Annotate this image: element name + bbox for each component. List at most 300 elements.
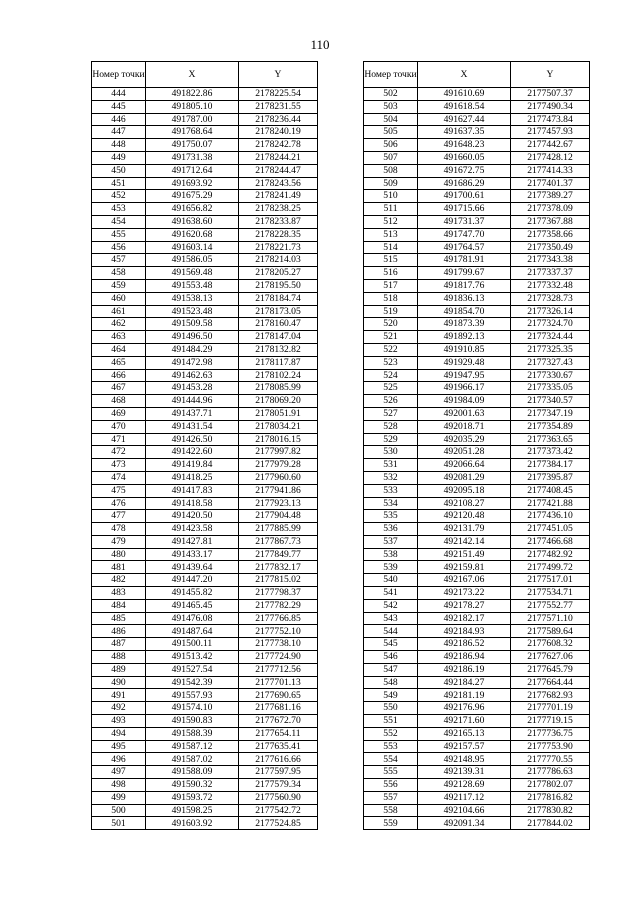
cell-point-number: 526 [364, 395, 418, 408]
cell-y: 2177690.65 [239, 689, 318, 702]
cell-x: 491693.92 [146, 177, 239, 190]
table-row [364, 446, 590, 459]
cell-y: 2177482.92 [511, 548, 590, 561]
table-row [92, 318, 318, 331]
cell-point-number: 503 [364, 100, 418, 113]
cell-x: 491574.10 [146, 702, 239, 715]
cell-x: 491638.60 [146, 215, 239, 228]
table-row [364, 471, 590, 484]
cell-point-number: 510 [364, 190, 418, 203]
cell-x: 492139.31 [418, 766, 511, 779]
table-row [92, 254, 318, 267]
cell-y: 2177885.99 [239, 523, 318, 536]
cell-point-number: 538 [364, 548, 418, 561]
cell-point-number: 458 [92, 267, 146, 280]
cell-y: 2177589.64 [511, 625, 590, 638]
table-row [92, 817, 318, 830]
table-row [92, 215, 318, 228]
cell-y: 2178173.05 [239, 305, 318, 318]
cell-x: 492186.19 [418, 663, 511, 676]
cell-y: 2178085.99 [239, 382, 318, 395]
cell-point-number: 495 [92, 740, 146, 753]
cell-point-number: 456 [92, 241, 146, 254]
table-row [364, 113, 590, 126]
cell-x: 492131.79 [418, 523, 511, 536]
cell-x: 492159.81 [418, 561, 511, 574]
cell-x: 491822.86 [146, 88, 239, 101]
cell-point-number: 524 [364, 369, 418, 382]
cell-point-number: 518 [364, 292, 418, 305]
table-row [364, 331, 590, 344]
table-row [92, 164, 318, 177]
cell-x: 491453.28 [146, 382, 239, 395]
cell-y: 2177849.77 [239, 548, 318, 561]
table-row [364, 817, 590, 830]
cell-x: 491768.64 [146, 126, 239, 139]
cell-point-number: 471 [92, 433, 146, 446]
cell-y: 2177490.34 [511, 100, 590, 113]
cell-x: 491610.69 [418, 88, 511, 101]
cell-point-number: 475 [92, 484, 146, 497]
cell-point-number: 473 [92, 459, 146, 472]
cell-x: 491500.11 [146, 638, 239, 651]
cell-x: 492018.71 [418, 420, 511, 433]
cell-x: 491892.13 [418, 331, 511, 344]
cell-point-number: 519 [364, 305, 418, 318]
cell-point-number: 497 [92, 766, 146, 779]
cell-y: 2178242.78 [239, 139, 318, 152]
cell-x: 491447.20 [146, 574, 239, 587]
table-row [364, 791, 590, 804]
cell-x: 492151.49 [418, 548, 511, 561]
cell-x: 491648.23 [418, 139, 511, 152]
cell-point-number: 545 [364, 638, 418, 651]
table-row [92, 139, 318, 152]
cell-point-number: 527 [364, 407, 418, 420]
cell-y: 2178238.25 [239, 203, 318, 216]
cell-y: 2177378.09 [511, 203, 590, 216]
cell-point-number: 454 [92, 215, 146, 228]
table-row [92, 791, 318, 804]
cell-y: 2177719.15 [511, 715, 590, 728]
cell-x: 491747.70 [418, 228, 511, 241]
cell-x: 491465.45 [146, 599, 239, 612]
cell-y: 2177347.19 [511, 407, 590, 420]
cell-y: 2177534.71 [511, 587, 590, 600]
cell-x: 491472.98 [146, 356, 239, 369]
cell-x: 491509.58 [146, 318, 239, 331]
cell-x: 491431.54 [146, 420, 239, 433]
table-row [364, 164, 590, 177]
cell-point-number: 547 [364, 663, 418, 676]
cell-y: 2177597.95 [239, 766, 318, 779]
cell-x: 491587.12 [146, 740, 239, 753]
cell-x: 491712.64 [146, 164, 239, 177]
cell-x: 491588.39 [146, 727, 239, 740]
table-row [92, 804, 318, 817]
table-row [92, 779, 318, 792]
cell-point-number: 496 [92, 753, 146, 766]
cell-y: 2177335.05 [511, 382, 590, 395]
table-row [364, 369, 590, 382]
cell-point-number: 529 [364, 433, 418, 446]
cell-point-number: 505 [364, 126, 418, 139]
table-row [92, 113, 318, 126]
cell-x: 491781.91 [418, 254, 511, 267]
cell-y: 2177524.85 [239, 817, 318, 830]
cell-point-number: 449 [92, 151, 146, 164]
cell-x: 491423.58 [146, 523, 239, 536]
table-row [364, 727, 590, 740]
cell-y: 2177627.06 [511, 651, 590, 664]
cell-y: 2177830.82 [511, 804, 590, 817]
cell-y: 2177358.66 [511, 228, 590, 241]
cell-point-number: 448 [92, 139, 146, 152]
cell-point-number: 491 [92, 689, 146, 702]
table-row [92, 676, 318, 689]
cell-point-number: 463 [92, 331, 146, 344]
cell-x: 491637.35 [418, 126, 511, 139]
cell-x: 492001.63 [418, 407, 511, 420]
table-row [92, 305, 318, 318]
cell-y: 2177941.86 [239, 484, 318, 497]
cell-y: 2177681.16 [239, 702, 318, 715]
cell-point-number: 482 [92, 574, 146, 587]
cell-y: 2178160.47 [239, 318, 318, 331]
page-number: 110 [310, 37, 330, 52]
cell-x: 491598.25 [146, 804, 239, 817]
cell-y: 2177752.10 [239, 625, 318, 638]
cell-point-number: 528 [364, 420, 418, 433]
table-row [364, 203, 590, 216]
table-row [92, 484, 318, 497]
cell-x: 491462.63 [146, 369, 239, 382]
cell-x: 491873.39 [418, 318, 511, 331]
cell-y: 2178147.04 [239, 331, 318, 344]
cell-y: 2177867.73 [239, 535, 318, 548]
cell-y: 2177738.10 [239, 638, 318, 651]
cell-x: 492066.64 [418, 459, 511, 472]
cell-point-number: 502 [364, 88, 418, 101]
table-row [364, 484, 590, 497]
table-row [92, 574, 318, 587]
table-row [364, 318, 590, 331]
cell-x: 492142.14 [418, 535, 511, 548]
table-row [92, 510, 318, 523]
table-row [364, 753, 590, 766]
table-row [364, 740, 590, 753]
cell-y: 2178231.55 [239, 100, 318, 113]
table-row [364, 151, 590, 164]
cell-y: 2177672.70 [239, 715, 318, 728]
cell-x: 492176.96 [418, 702, 511, 715]
cell-y: 2177654.11 [239, 727, 318, 740]
cell-x: 492182.17 [418, 612, 511, 625]
cell-x: 491660.05 [418, 151, 511, 164]
table-row [92, 766, 318, 779]
table-row [364, 126, 590, 139]
cell-x: 492148.95 [418, 753, 511, 766]
cell-point-number: 515 [364, 254, 418, 267]
cell-x: 491910.85 [418, 343, 511, 356]
cell-y: 2178205.27 [239, 267, 318, 280]
table-row [364, 715, 590, 728]
cell-y: 2178195.50 [239, 279, 318, 292]
cell-point-number: 493 [92, 715, 146, 728]
table-row [92, 433, 318, 446]
cell-y: 2178244.47 [239, 164, 318, 177]
cell-point-number: 557 [364, 791, 418, 804]
cell-point-number: 483 [92, 587, 146, 600]
table-row [364, 267, 590, 280]
cell-point-number: 520 [364, 318, 418, 331]
cell-x: 491603.14 [146, 241, 239, 254]
cell-point-number: 466 [92, 369, 146, 382]
cell-x: 491750.07 [146, 139, 239, 152]
cell-point-number: 521 [364, 331, 418, 344]
cell-point-number: 535 [364, 510, 418, 523]
cell-x: 491731.38 [146, 151, 239, 164]
table-row [364, 587, 590, 600]
table-row [92, 241, 318, 254]
table-row [364, 190, 590, 203]
cell-point-number: 498 [92, 779, 146, 792]
cell-point-number: 546 [364, 651, 418, 664]
cell-point-number: 556 [364, 779, 418, 792]
cell-y: 2177517.01 [511, 574, 590, 587]
cell-x: 492081.29 [418, 471, 511, 484]
cell-y: 2177324.70 [511, 318, 590, 331]
cell-y: 2177330.67 [511, 369, 590, 382]
cell-point-number: 537 [364, 535, 418, 548]
cell-y: 2177635.41 [239, 740, 318, 753]
cell-x: 491817.76 [418, 279, 511, 292]
table-row [92, 126, 318, 139]
cell-x: 491593.72 [146, 791, 239, 804]
cell-y: 2177451.05 [511, 523, 590, 536]
cell-y: 2177337.37 [511, 267, 590, 280]
cell-point-number: 500 [92, 804, 146, 817]
cell-x: 491476.08 [146, 612, 239, 625]
cell-point-number: 501 [92, 817, 146, 830]
cell-x: 491656.82 [146, 203, 239, 216]
table-row [92, 638, 318, 651]
cell-point-number: 554 [364, 753, 418, 766]
cell-x: 491439.64 [146, 561, 239, 574]
cell-y: 2177997.82 [239, 446, 318, 459]
cell-x: 491787.00 [146, 113, 239, 126]
table-row [92, 663, 318, 676]
cell-point-number: 455 [92, 228, 146, 241]
cell-point-number: 513 [364, 228, 418, 241]
cell-x: 491487.64 [146, 625, 239, 638]
table-row [92, 523, 318, 536]
cell-y: 2177401.37 [511, 177, 590, 190]
cell-y: 2177350.49 [511, 241, 590, 254]
cell-x: 491586.05 [146, 254, 239, 267]
table-row [92, 459, 318, 472]
table-row [364, 177, 590, 190]
cell-y: 2178214.03 [239, 254, 318, 267]
cell-point-number: 470 [92, 420, 146, 433]
cell-y: 2178034.21 [239, 420, 318, 433]
cell-point-number: 522 [364, 343, 418, 356]
table-row [364, 254, 590, 267]
cell-point-number: 492 [92, 702, 146, 715]
cell-y: 2177832.17 [239, 561, 318, 574]
cell-y: 2177507.37 [511, 88, 590, 101]
table-row [92, 177, 318, 190]
cell-y: 2177571.10 [511, 612, 590, 625]
cell-x: 492184.27 [418, 676, 511, 689]
cell-y: 2177736.75 [511, 727, 590, 740]
cell-point-number: 553 [364, 740, 418, 753]
cell-x: 491929.48 [418, 356, 511, 369]
cell-x: 491542.39 [146, 676, 239, 689]
table-row [364, 228, 590, 241]
table-row [364, 241, 590, 254]
table-row [92, 228, 318, 241]
table-row [92, 651, 318, 664]
table-row [92, 395, 318, 408]
cell-point-number: 490 [92, 676, 146, 689]
cell-y: 2177552.77 [511, 599, 590, 612]
cell-y: 2177560.90 [239, 791, 318, 804]
cell-y: 2178244.21 [239, 151, 318, 164]
table-body-right [364, 62, 590, 830]
table-row [92, 292, 318, 305]
header-x: X [418, 62, 511, 88]
table-row [92, 497, 318, 510]
cell-point-number: 550 [364, 702, 418, 715]
cell-y: 2177466.68 [511, 535, 590, 548]
cell-x: 491553.48 [146, 279, 239, 292]
cell-y: 2177327.43 [511, 356, 590, 369]
cell-point-number: 543 [364, 612, 418, 625]
cell-point-number: 508 [364, 164, 418, 177]
cell-x: 491538.13 [146, 292, 239, 305]
table-row [364, 638, 590, 651]
table-row [92, 446, 318, 459]
cell-y: 2177766.85 [239, 612, 318, 625]
cell-x: 491764.57 [418, 241, 511, 254]
cell-point-number: 523 [364, 356, 418, 369]
cell-x: 491419.84 [146, 459, 239, 472]
table-row [92, 715, 318, 728]
cell-point-number: 499 [92, 791, 146, 804]
cell-x: 492095.18 [418, 484, 511, 497]
cell-point-number: 453 [92, 203, 146, 216]
cell-point-number: 552 [364, 727, 418, 740]
cell-x: 491437.71 [146, 407, 239, 420]
cell-y: 2177816.82 [511, 791, 590, 804]
cell-y: 2177373.42 [511, 446, 590, 459]
cell-y: 2177395.87 [511, 471, 590, 484]
cell-x: 491484.29 [146, 343, 239, 356]
cell-y: 2177473.84 [511, 113, 590, 126]
cell-y: 2178132.82 [239, 343, 318, 356]
header-y: Y [511, 62, 590, 88]
table-row [92, 190, 318, 203]
cell-x: 491799.67 [418, 267, 511, 280]
cell-point-number: 514 [364, 241, 418, 254]
cell-x: 491805.10 [146, 100, 239, 113]
cell-point-number: 478 [92, 523, 146, 536]
cell-point-number: 447 [92, 126, 146, 139]
cell-x: 492117.12 [418, 791, 511, 804]
table-row [92, 356, 318, 369]
cell-point-number: 451 [92, 177, 146, 190]
cell-y: 2177499.72 [511, 561, 590, 574]
table-row [364, 779, 590, 792]
cell-x: 491620.68 [146, 228, 239, 241]
cell-point-number: 476 [92, 497, 146, 510]
cell-y: 2177325.35 [511, 343, 590, 356]
table-row [92, 420, 318, 433]
table-row [92, 599, 318, 612]
cell-x: 491587.02 [146, 753, 239, 766]
cell-point-number: 511 [364, 203, 418, 216]
cell-point-number: 460 [92, 292, 146, 305]
cell-point-number: 551 [364, 715, 418, 728]
cell-x: 492184.93 [418, 625, 511, 638]
cell-y: 2177682.93 [511, 689, 590, 702]
cell-x: 491433.17 [146, 548, 239, 561]
cell-y: 2177616.66 [239, 753, 318, 766]
cell-y: 2177389.27 [511, 190, 590, 203]
cell-point-number: 516 [364, 267, 418, 280]
table-row [92, 267, 318, 280]
cell-x: 491715.66 [418, 203, 511, 216]
cell-x: 491700.61 [418, 190, 511, 203]
table-row [364, 292, 590, 305]
cell-y: 2177904.48 [239, 510, 318, 523]
cell-y: 2178051.91 [239, 407, 318, 420]
cell-y: 2177332.48 [511, 279, 590, 292]
cell-x: 491675.29 [146, 190, 239, 203]
table-row [92, 382, 318, 395]
cell-point-number: 507 [364, 151, 418, 164]
cell-point-number: 530 [364, 446, 418, 459]
cell-y: 2177328.73 [511, 292, 590, 305]
table-row [92, 535, 318, 548]
cell-x: 491426.50 [146, 433, 239, 446]
table-row [364, 305, 590, 318]
cell-y: 2177815.02 [239, 574, 318, 587]
table-row [92, 100, 318, 113]
table-row [364, 523, 590, 536]
table-row [364, 433, 590, 446]
header-y: Y [239, 62, 318, 88]
cell-point-number: 446 [92, 113, 146, 126]
cell-y: 2177414.33 [511, 164, 590, 177]
cell-x: 491418.25 [146, 471, 239, 484]
cell-x: 491588.09 [146, 766, 239, 779]
cell-x: 491627.44 [418, 113, 511, 126]
cell-y: 2177442.67 [511, 139, 590, 152]
table-row [364, 599, 590, 612]
cell-y: 2178069.20 [239, 395, 318, 408]
table-row [92, 151, 318, 164]
table-row [364, 702, 590, 715]
cell-point-number: 461 [92, 305, 146, 318]
coordinates-table-right [363, 61, 590, 830]
table-row [92, 471, 318, 484]
cell-x: 491496.50 [146, 331, 239, 344]
cell-y: 2177324.44 [511, 331, 590, 344]
cell-y: 2177923.13 [239, 497, 318, 510]
table-row [364, 804, 590, 817]
